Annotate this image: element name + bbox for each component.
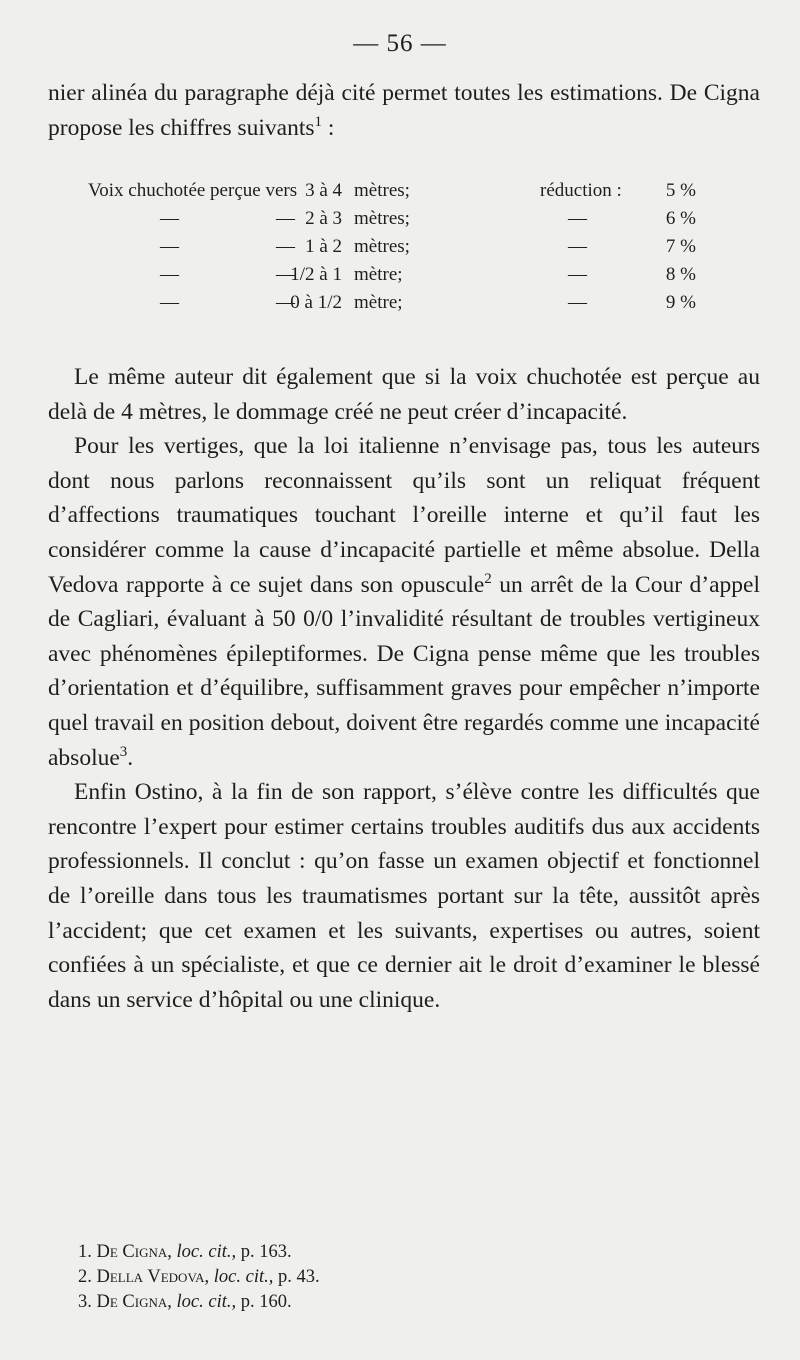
ditto-dash: —	[160, 264, 179, 285]
estimate-row	[0, 292, 800, 320]
footnote-author: De Cigna,	[96, 1242, 172, 1262]
ditto-dash: —	[568, 208, 587, 229]
estimate-row	[0, 180, 800, 208]
estimate-percent: 9 %	[665, 292, 696, 313]
estimate-percent: 8 %	[665, 264, 696, 285]
paragraph-2-part-a: Pour les vertiges, que la loi italienne n’envisage pas, tous les auteurs dont nous parlons reconnaissent qu’ils sont un reliquat fréquent d’affections traumatiques touchant l’oreille interne et qu’il faut les considérer comme la cause d’incapacité partielle et même absolue. Della Vedova rapporte à ce sujet dans son opuscule	[48, 433, 760, 598]
footnote-page: p. 160.	[240, 1292, 292, 1312]
intro-paragraph	[48, 76, 760, 145]
estimate-lead-text: Voix chuchotée perçue vers	[88, 180, 298, 201]
paragraph-3: Enfin Ostino, à la fin de son rapport, s’élève contre les difficultés que rencontre l’expert pour estimer certains troubles auditifs dus aux accidents professionnels. Il conclut : qu’on fasse un examen objectif et fonctionnel de l’oreille dans tous les traumatismes portant sur la tête, aussitôt après l’accident; que cet examen et les suivants, expertises ou autres, soient confiées à un spécialiste, et que ce dernier ait le droit d’examiner le blessé dans un service d’hôpital ou une clinique.	[48, 779, 760, 1013]
page-number: — 56 —	[353, 30, 447, 57]
intro-paragraph-block	[48, 76, 760, 145]
estimate-unit: mètres;	[354, 180, 410, 201]
paragraph-2-part-c: .	[127, 744, 134, 771]
estimate-row	[0, 208, 800, 236]
footnote-number: 2.	[78, 1267, 92, 1287]
paragraph-2-part-b: un arrêt de la Cour d’appel de Cagliari, évaluant à 50 0/0 l’invalidité résultant de troubles vertigineux avec phénomènes épileptiformes. De Cigna pense même que les troubles d’orientation et d’équilibre, suffisamment graves pour empêcher n’importe quel travail en position debout, doivent être regardés comme une incapacité absolue	[48, 571, 760, 771]
paragraph-1: Le même auteur dit également que si la voix chuchotée est perçue au delà de 4 mètres, le dommage créé ne peut créer d’incapacité.	[48, 364, 760, 425]
estimate-row	[0, 264, 800, 292]
estimate-range: 0 à 1/2	[290, 292, 342, 313]
footnote-page: p. 43.	[278, 1267, 320, 1287]
estimate-reduction-label: réduction :	[540, 180, 622, 201]
estimate-row	[0, 236, 800, 264]
ditto-dash: —	[568, 236, 587, 257]
intro-suffix: :	[322, 114, 335, 141]
footnote-ref-1: 1	[314, 113, 322, 130]
ditto-dash: —	[276, 264, 295, 285]
estimate-unit: mètres;	[354, 208, 410, 229]
footnote-number: 1.	[78, 1242, 92, 1262]
footnote	[78, 1240, 578, 1265]
footnote-ref: loc. cit.,	[176, 1292, 237, 1312]
footnote-ref-2: 2	[484, 570, 492, 587]
estimate-range: 1 à 2	[305, 236, 342, 257]
footnote	[78, 1265, 578, 1290]
paragraph-2	[48, 429, 760, 775]
estimate-percent: 6 %	[665, 208, 696, 229]
estimate-percent: 5 %	[665, 180, 696, 201]
footnote-author: Della Vedova,	[96, 1267, 210, 1287]
ditto-dash: —	[276, 236, 295, 257]
ditto-dash: —	[568, 292, 587, 313]
estimate-unit: mètres;	[354, 236, 410, 257]
ditto-dash: —	[276, 208, 295, 229]
footnote-number: 3.	[78, 1292, 92, 1312]
footnotes	[78, 1240, 578, 1315]
estimate-range: 1/2 à 1	[290, 264, 342, 285]
ditto-dash: —	[160, 292, 179, 313]
estimate-unit: mètre;	[354, 264, 403, 285]
ditto-dash: —	[276, 292, 295, 313]
intro-text: nier alinéa du paragraphe déjà cité permet toutes les estimations. De Cigna propose les chiffres suivants	[48, 80, 760, 141]
estimate-range: 3 à 4	[305, 180, 342, 201]
ditto-dash: —	[568, 264, 587, 285]
ditto-dash: —	[160, 236, 179, 257]
main-text	[48, 360, 760, 1017]
ditto-dash: —	[160, 208, 179, 229]
footnote	[78, 1290, 578, 1315]
footnote-page: p. 163.	[240, 1242, 292, 1262]
footnote-ref-3: 3	[119, 743, 128, 760]
estimate-unit: mètre;	[354, 292, 403, 313]
footnote-ref: loc. cit.,	[213, 1267, 274, 1287]
estimate-range: 2 à 3	[305, 208, 342, 229]
estimate-percent: 7 %	[665, 236, 696, 257]
footnote-author: De Cigna,	[96, 1292, 172, 1312]
footnote-ref: loc. cit.,	[176, 1242, 237, 1262]
